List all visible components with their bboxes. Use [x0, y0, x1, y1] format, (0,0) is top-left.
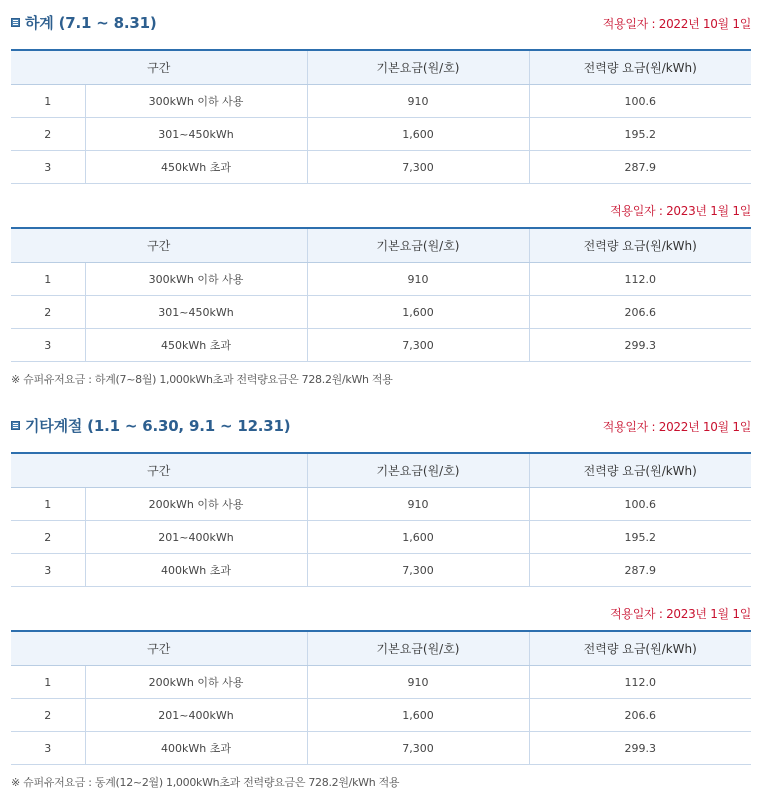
apply-date: 적용일자 : 2022년 10월 1일: [602, 420, 751, 434]
tier-number: 3: [11, 554, 85, 587]
table-row: [11, 521, 751, 554]
section-bullet-icon: [11, 421, 20, 430]
table-row: [11, 699, 751, 732]
tier-range: 201~400kWh: [85, 521, 307, 554]
tier-number: 2: [11, 521, 85, 554]
summer-section-header: [11, 11, 751, 33]
col-header-base-fee: 기본요금(원/호): [307, 631, 529, 666]
energy-fee: 100.6: [529, 85, 751, 118]
col-header-tier: 구간: [11, 228, 307, 263]
table-header-row: [11, 453, 751, 488]
energy-fee: 100.6: [529, 488, 751, 521]
col-header-energy-fee: 전력량 요금(원/kWh): [529, 631, 751, 666]
other-section-title: 기타계절 (1.1 ~ 6.30, 9.1 ~ 12.31): [25, 417, 291, 435]
apply-date-line: [11, 200, 751, 218]
tier-range: 301~450kWh: [85, 296, 307, 329]
col-header-tier: 구간: [11, 631, 307, 666]
tier-number: 1: [11, 488, 85, 521]
base-fee: 7,300: [307, 732, 529, 765]
col-header-base-fee: 기본요금(원/호): [307, 228, 529, 263]
table-row: [11, 732, 751, 765]
summer-section-title: 하계 (7.1 ~ 8.31): [25, 14, 157, 32]
energy-fee: 112.0: [529, 263, 751, 296]
base-fee: 1,600: [307, 118, 529, 151]
tier-number: 1: [11, 666, 85, 699]
base-fee: 910: [307, 666, 529, 699]
tier-range: 300kWh 이하 사용: [85, 263, 307, 296]
other-rate-table-2022: [11, 452, 751, 587]
table-row: [11, 263, 751, 296]
col-header-energy-fee: 전력량 요금(원/kWh): [529, 453, 751, 488]
base-fee: 1,600: [307, 521, 529, 554]
table-row: [11, 151, 751, 184]
col-header-energy-fee: 전력량 요금(원/kWh): [529, 228, 751, 263]
tier-range: 400kWh 초과: [85, 554, 307, 587]
tier-range: 201~400kWh: [85, 699, 307, 732]
col-header-tier: 구간: [11, 453, 307, 488]
col-header-tier: 구간: [11, 50, 307, 85]
tier-number: 2: [11, 296, 85, 329]
table-header-row: [11, 631, 751, 666]
energy-fee: 195.2: [529, 118, 751, 151]
table-header-row: [11, 228, 751, 263]
energy-fee: 206.6: [529, 699, 751, 732]
table-header-row: [11, 50, 751, 85]
table-row: [11, 118, 751, 151]
tier-range: 200kWh 이하 사용: [85, 666, 307, 699]
summer-rate-table-2023: [11, 227, 751, 362]
col-header-base-fee: 기본요금(원/호): [307, 50, 529, 85]
tier-number: 1: [11, 263, 85, 296]
base-fee: 1,600: [307, 296, 529, 329]
apply-date: 적용일자 : 2023년 1월 1일: [610, 204, 751, 218]
energy-fee: 112.0: [529, 666, 751, 699]
table-row: [11, 488, 751, 521]
tier-number: 3: [11, 732, 85, 765]
other-rate-table-2023: [11, 630, 751, 765]
apply-date: 적용일자 : 2022년 10월 1일: [602, 17, 751, 31]
tier-range: 200kWh 이하 사용: [85, 488, 307, 521]
energy-fee: 299.3: [529, 329, 751, 362]
tier-number: 2: [11, 118, 85, 151]
tier-number: 3: [11, 151, 85, 184]
tier-range: 301~450kWh: [85, 118, 307, 151]
summer-rate-table-2022: [11, 49, 751, 184]
table-row: [11, 85, 751, 118]
table-row: [11, 554, 751, 587]
other-superuser-note: ※ 슈퍼유저요금 : 동계(12~2월) 1,000kWh초과 전력량요금은 728.2원/kWh 적용: [11, 776, 400, 789]
apply-date-line: [11, 603, 751, 621]
energy-fee: 287.9: [529, 151, 751, 184]
tier-range: 450kWh 초과: [85, 151, 307, 184]
col-header-base-fee: 기본요금(원/호): [307, 453, 529, 488]
energy-fee: 206.6: [529, 296, 751, 329]
base-fee: 910: [307, 488, 529, 521]
summer-superuser-note: ※ 슈퍼유저요금 : 하계(7~8월) 1,000kWh초과 전력량요금은 728.2원/kWh 적용: [11, 373, 393, 386]
energy-fee: 195.2: [529, 521, 751, 554]
base-fee: 7,300: [307, 329, 529, 362]
base-fee: 7,300: [307, 554, 529, 587]
section-bullet-icon: [11, 18, 20, 27]
base-fee: 1,600: [307, 699, 529, 732]
table-row: [11, 296, 751, 329]
base-fee: 910: [307, 263, 529, 296]
energy-fee: 287.9: [529, 554, 751, 587]
tier-range: 300kWh 이하 사용: [85, 85, 307, 118]
tier-range: 400kWh 초과: [85, 732, 307, 765]
tier-number: 2: [11, 699, 85, 732]
base-fee: 7,300: [307, 151, 529, 184]
tier-number: 3: [11, 329, 85, 362]
table-row: [11, 329, 751, 362]
tier-number: 1: [11, 85, 85, 118]
energy-fee: 299.3: [529, 732, 751, 765]
other-section-header: [11, 414, 751, 436]
col-header-energy-fee: 전력량 요금(원/kWh): [529, 50, 751, 85]
base-fee: 910: [307, 85, 529, 118]
tier-range: 450kWh 초과: [85, 329, 307, 362]
table-row: [11, 666, 751, 699]
apply-date: 적용일자 : 2023년 1월 1일: [610, 607, 751, 621]
